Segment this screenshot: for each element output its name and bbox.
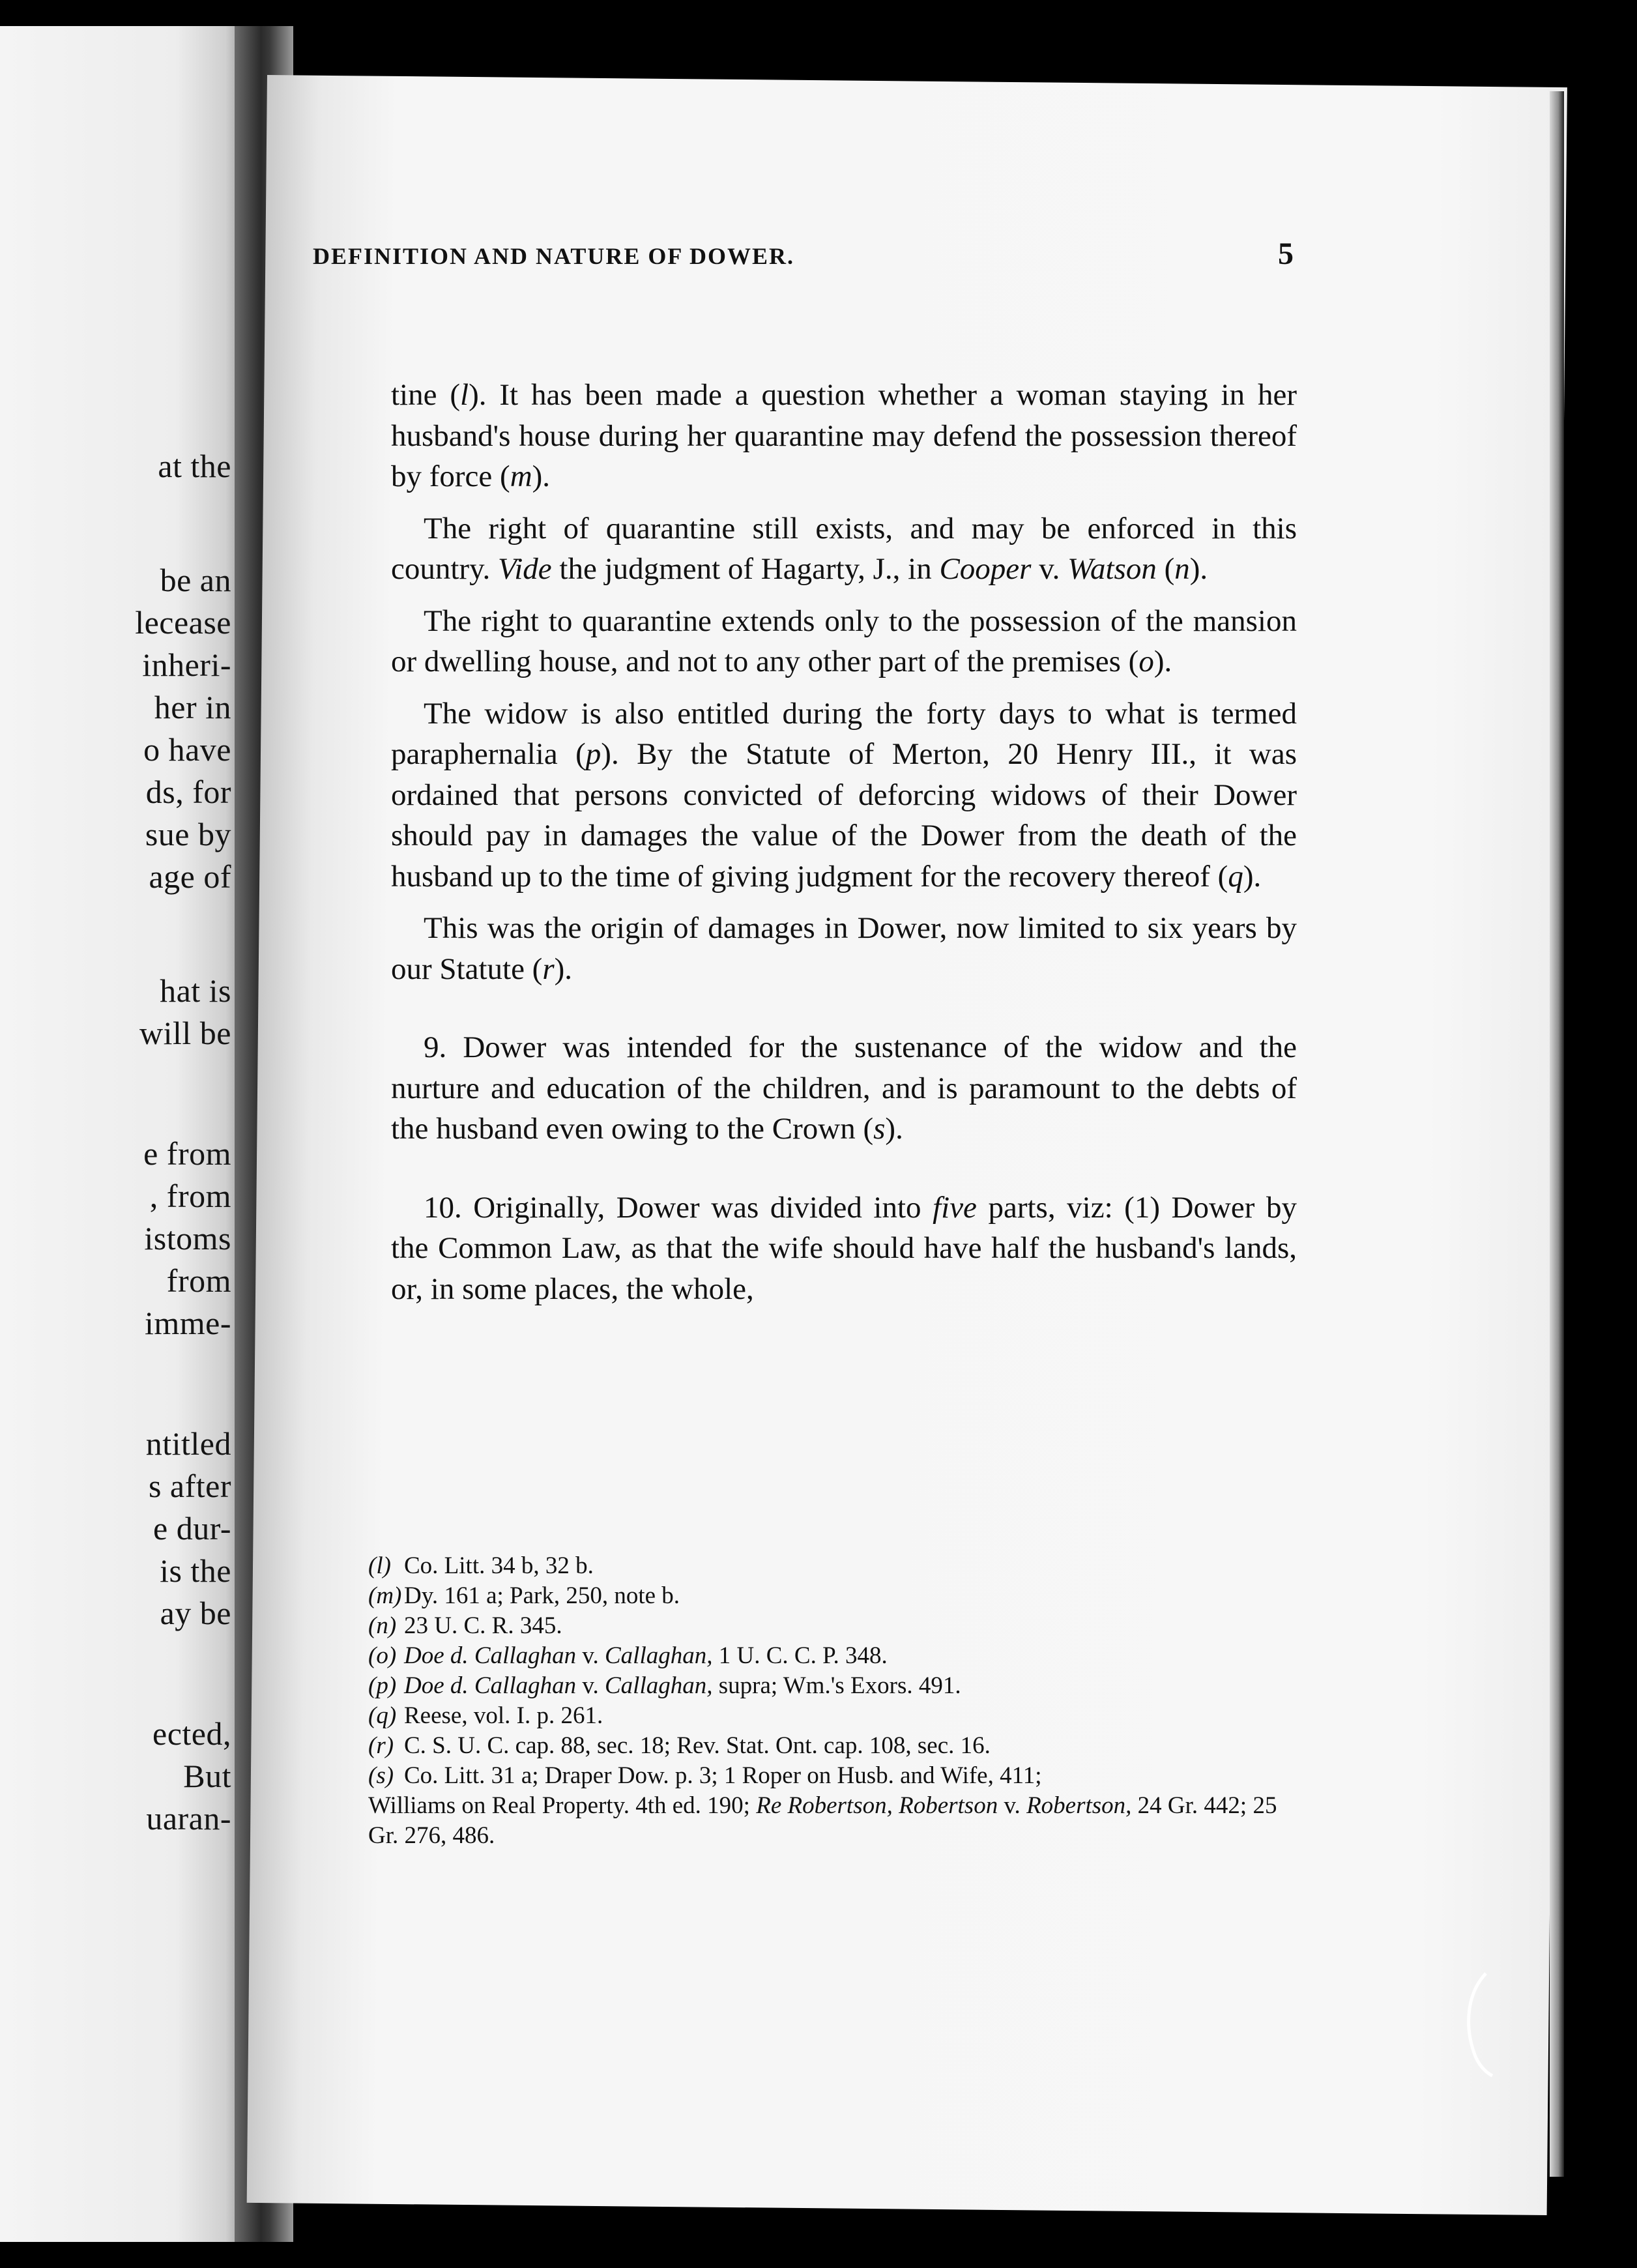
left-page-line: lecease <box>135 604 231 641</box>
left-page-line: sue by <box>145 816 231 852</box>
footnote-mark: (m) <box>368 1582 402 1609</box>
numbered-paragraph <box>391 1027 1297 1150</box>
italic-text: q <box>1228 859 1243 894</box>
left-page-line: istoms <box>144 1220 231 1257</box>
text-run: ). <box>1153 645 1172 678</box>
text-run: tine ( <box>391 378 461 412</box>
footnote <box>368 1611 1281 1641</box>
footnote-text <box>404 1611 1281 1641</box>
text-run: The right of quarantine still exists, and may be enforced in this country. <box>391 511 1297 586</box>
body-text <box>391 375 1297 1320</box>
left-page-line: s after <box>148 1468 231 1504</box>
footnote-text <box>404 1671 1281 1701</box>
italic-text: Cooper <box>939 552 1032 586</box>
text-run: 9. Dower was intended for the sustenance of the widow and the nurture and education of the children, and is paramount to the debts of the husband even owing to the Crown ( <box>391 1030 1297 1146</box>
footnote-mark: (n) <box>368 1612 397 1639</box>
left-page-line: imme- <box>144 1305 231 1341</box>
text-run: v. <box>998 1792 1027 1819</box>
italic-text: Doe d. Callaghan <box>404 1642 577 1669</box>
left-page-line: e from <box>143 1135 231 1172</box>
italic-text: s <box>873 1112 886 1146</box>
left-page-line: e dur- <box>153 1510 231 1547</box>
text-run: the judgment of Hagarty, J., in <box>551 552 940 586</box>
left-page-line: o have <box>143 731 231 768</box>
text-run: v. <box>576 1642 605 1669</box>
footnote-mark: (p) <box>368 1672 397 1699</box>
italic-text: Re Robertson, Robertson <box>756 1792 998 1819</box>
text-run: 24 Gr. 442; 25 Gr. 276, 486. <box>368 1792 1277 1849</box>
left-page-line: will be <box>139 1015 231 1051</box>
text-run: The widow is also entitled during the forty days to what is termed paraphernalia ( <box>391 696 1297 771</box>
footnote-text <box>404 1701 1281 1731</box>
text-run: ( <box>1156 552 1175 586</box>
left-page-line: ay be <box>160 1595 231 1631</box>
text-run: Dy. 161 a; Park, 250, note b. <box>404 1582 680 1609</box>
left-page-line: uaran- <box>146 1800 231 1837</box>
left-page-line: But <box>183 1758 231 1794</box>
footnote-text <box>404 1551 1281 1581</box>
text-run: ). By the Statute of Merton, 20 Henry III., it was ordained that persons convicted of deforcing widows of their Dower should pay in damages the value of the Dower from the death of the husband up to the time of giving judgment for the recovery thereof ( <box>391 737 1297 894</box>
left-page-line: at the <box>158 448 231 484</box>
paragraph <box>391 693 1297 897</box>
italic-text: Callaghan, <box>605 1642 713 1669</box>
left-page-line: ected, <box>152 1715 231 1752</box>
paragraph <box>391 601 1297 682</box>
footnotes <box>368 1551 1281 1851</box>
footnote-mark: (o) <box>368 1642 397 1669</box>
footnote <box>368 1581 1281 1611</box>
text-run: C. S. U. C. cap. 88, sec. 18; Rev. Stat. Ont. cap. 108, sec. 16. <box>404 1732 991 1759</box>
italic-text: five <box>933 1190 977 1225</box>
page-number: 5 <box>1278 237 1294 271</box>
italic-text: Robertson, <box>1026 1792 1132 1819</box>
text-run: 10. Originally, Dower was divided into <box>424 1190 933 1225</box>
text-run: ). <box>532 459 551 493</box>
page-edge-shadow <box>1550 91 1564 2177</box>
left-page-line: inheri- <box>142 647 231 683</box>
text-run: Reese, vol. I. p. 261. <box>404 1702 603 1729</box>
footnote <box>368 1731 1281 1761</box>
text-run: ). <box>1243 859 1262 894</box>
italic-text: o <box>1138 645 1154 678</box>
footnote-mark: (q) <box>368 1702 397 1729</box>
left-page-line: age of <box>149 858 231 895</box>
text-run: Co. Litt. 31 a; Draper Dow. p. 3; 1 Roper on Husb. and Wife, 411; <box>404 1762 1042 1789</box>
text-run: parts, viz: (1) Dower by the Common Law, as that the wife should have half the husband's lands, or, in some places, the whole, <box>391 1190 1297 1306</box>
italic-text: p <box>585 737 601 771</box>
footnote-text <box>404 1731 1281 1761</box>
footnote-text <box>368 1791 1281 1851</box>
page-header <box>313 236 1294 275</box>
left-page-line: is the <box>160 1552 231 1589</box>
paragraph <box>391 508 1297 590</box>
footnote-text <box>404 1581 1281 1611</box>
footnote-mark: (l) <box>368 1552 391 1579</box>
left-page-line: ntitled <box>145 1425 231 1462</box>
italic-text: Watson <box>1067 552 1157 586</box>
left-page-line: , from <box>149 1178 231 1214</box>
text-run: Co. Litt. 34 b, 32 b. <box>404 1552 594 1579</box>
footnote-text <box>404 1641 1281 1671</box>
paragraph <box>391 908 1297 989</box>
footnote-text <box>404 1761 1281 1791</box>
paragraph <box>391 375 1297 497</box>
text-run: 1 U. C. C. P. 348. <box>712 1642 888 1669</box>
footnote <box>368 1701 1281 1731</box>
footnote-mark: (r) <box>368 1732 394 1759</box>
text-run: ). <box>1189 552 1208 586</box>
footnote-mark: (s) <box>368 1762 394 1789</box>
text-run: v. <box>576 1672 605 1699</box>
running-head: DEFINITION AND NATURE OF DOWER. <box>313 243 795 269</box>
text-run: ). <box>885 1112 903 1146</box>
numbered-paragraph <box>391 1187 1297 1310</box>
italic-text: n <box>1174 552 1190 586</box>
footnote-continuation <box>368 1791 1281 1851</box>
italic-text: Callaghan, <box>605 1672 713 1699</box>
text-run: supra; Wm.'s Exors. 491. <box>712 1672 961 1699</box>
left-page-line: ds, for <box>145 774 231 810</box>
left-page-margin <box>0 26 251 2242</box>
text-run: 23 U. C. R. 345. <box>404 1612 562 1639</box>
footnote <box>368 1551 1281 1581</box>
italic-text: m <box>510 459 532 493</box>
left-page-line: hat is <box>160 972 231 1009</box>
italic-text: Vide <box>498 552 552 586</box>
left-page-line: be an <box>160 562 231 598</box>
italic-text: l <box>460 378 469 412</box>
text-run: ). It has been made a question whether a woman staying in her husband's house during her quarantine may defend the possession thereof by force ( <box>391 378 1297 493</box>
footnote <box>368 1641 1281 1671</box>
text-run: v. <box>1031 552 1068 586</box>
left-page-line: her in <box>154 689 231 725</box>
left-page-line: from <box>166 1262 231 1299</box>
text-run: Williams on Real Property. 4th ed. 190; <box>368 1792 757 1819</box>
footnote <box>368 1761 1281 1791</box>
pen-mark <box>1460 1968 1499 2079</box>
italic-text: r <box>542 952 555 986</box>
italic-text: Doe d. Callaghan <box>404 1672 577 1699</box>
text-run: The right to quarantine extends only to the possession of the mansion or dwelling house, and not to any other part of the premises ( <box>391 603 1297 678</box>
text-run: This was the origin of damages in Dower, now limited to six years by our Statute ( <box>391 911 1297 986</box>
text-run: ). <box>554 952 573 986</box>
footnote <box>368 1671 1281 1701</box>
